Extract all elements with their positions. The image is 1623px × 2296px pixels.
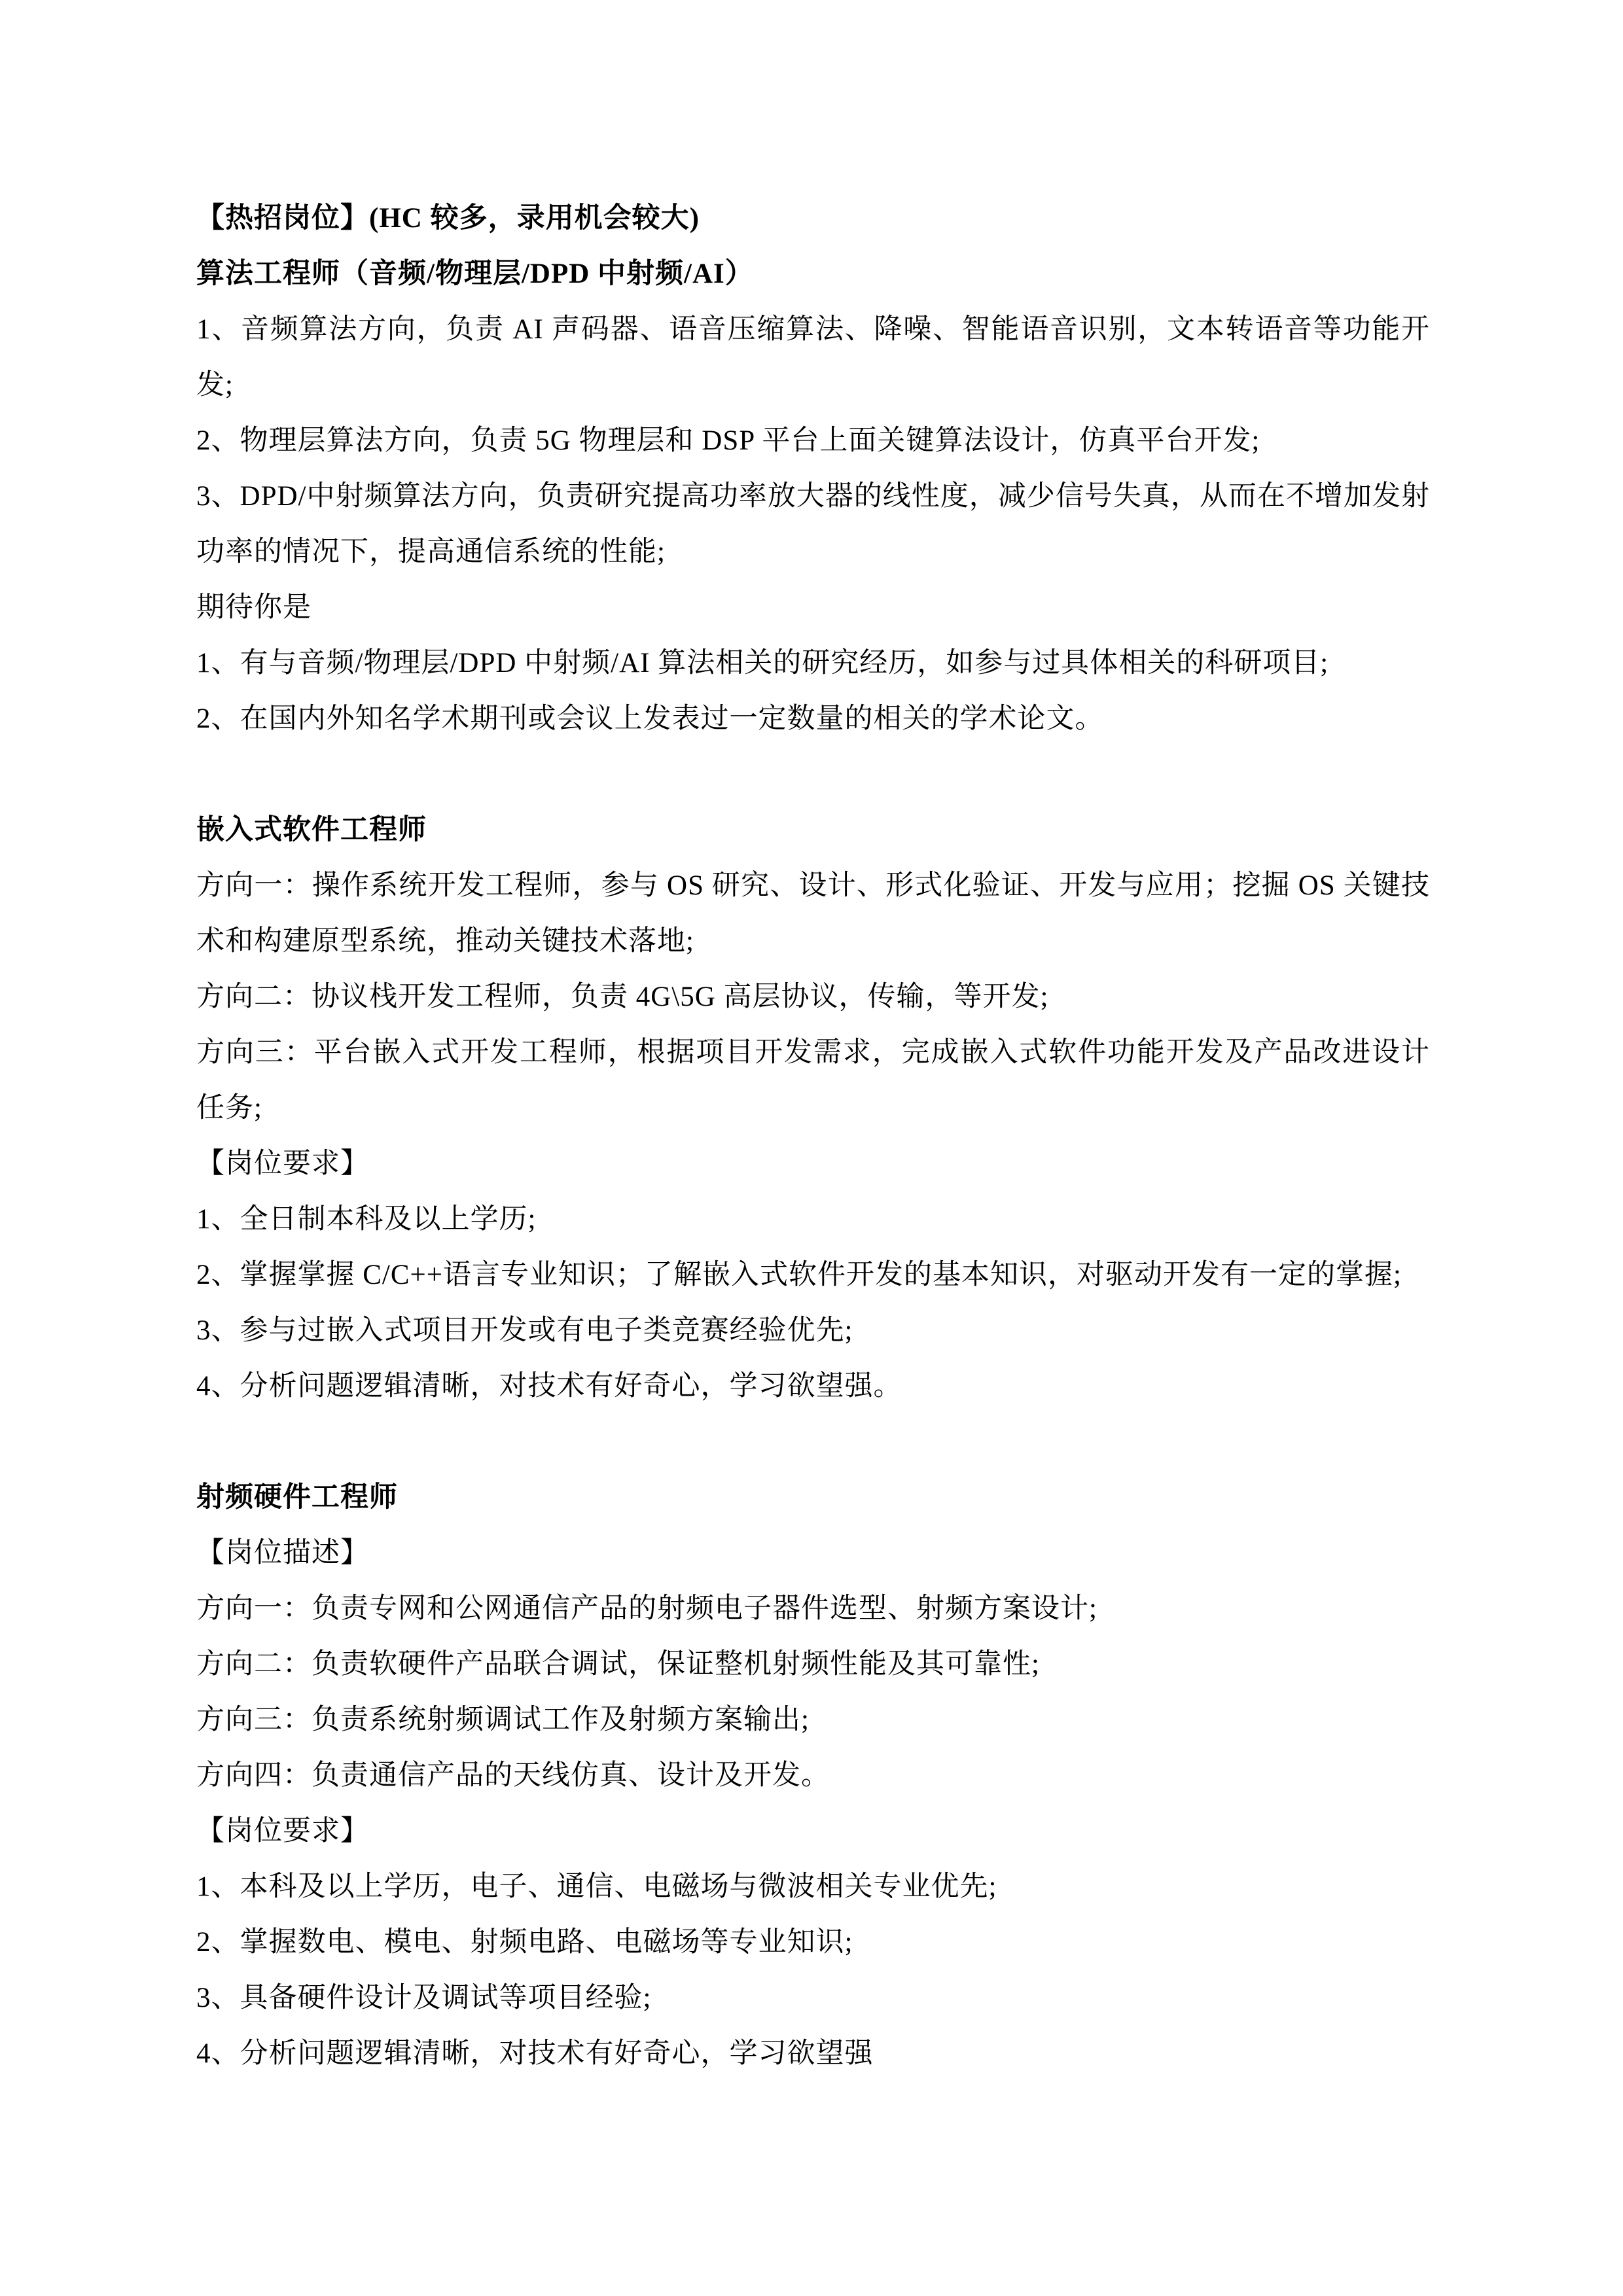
section-hot-positions-algorithm-engineer xyxy=(196,190,1430,747)
paragraph: 【岗位描述】 xyxy=(196,1538,369,1568)
section-heading: 射频硬件工程师 xyxy=(196,1482,398,1513)
paragraph: 3、具备硬件设计及调试等项目经验; xyxy=(196,1983,652,2013)
paragraph: 2、掌握数电、模电、射频电路、电磁场等专业知识; xyxy=(196,1927,853,1958)
paragraph: 4、分析问题逻辑清晰，对技术有好奇心，学习欲望强 xyxy=(196,2038,874,2069)
section-embedded-software-engineer xyxy=(196,802,1430,1414)
paragraph: 1、有与音频/物理层/DPD 中射频/AI 算法相关的研究经历，如参与过具体相关的科研项目; xyxy=(196,648,1329,679)
paragraph: 方向一：操作系统开发工程师，参与 OS 研究、设计、形式化验证、开发与应用；挖掘 OS 关键技术和构建原型系统，推动关键技术落地; xyxy=(196,870,1430,957)
paragraph: 3、参与过嵌入式项目开发或有电子类竞赛经验优先; xyxy=(196,1315,853,1346)
paragraph: 4、分析问题逻辑清晰，对技术有好奇心，学习欲望强。 xyxy=(196,1371,902,1402)
section-heading: 【热招岗位】(HC 较多，录用机会较大) xyxy=(196,203,700,234)
paragraph: 方向三：负责系统射频调试工作及射频方案输出; xyxy=(196,1704,810,1735)
paragraph: 【岗位要求】 xyxy=(196,1148,369,1179)
paragraph: 方向二：负责软硬件产品联合调试，保证整机射频性能及其可靠性; xyxy=(196,1649,1040,1680)
paragraph: 2、在国内外知名学术期刊或会议上发表过一定数量的相关的学术论文。 xyxy=(196,703,1104,734)
paragraph: 方向四：负责通信产品的天线仿真、设计及开发。 xyxy=(196,1760,830,1791)
paragraph: 方向二：协议栈开发工程师，负责 4G\5G 高层协议，传输，等开发; xyxy=(196,981,1049,1012)
section-rf-hardware-engineer xyxy=(196,1470,1430,2081)
paragraph: 1、本科及以上学历，电子、通信、电磁场与微波相关专业优先; xyxy=(196,1871,997,1902)
paragraph: 1、全日制本科及以上学历; xyxy=(196,1204,537,1235)
paragraph: 3、DPD/中射频算法方向，负责研究提高功率放大器的线性度，减少信号失真，从而在不增加发射功率的情况下，提高通信系统的性能; xyxy=(196,481,1430,567)
paragraph: 2、物理层算法方向，负责 5G 物理层和 DSP 平台上面关键算法设计，仿真平台开发; xyxy=(196,425,1260,456)
paragraph: 1、音频算法方向，负责 AI 声码器、语音压缩算法、降噪、智能语音识别，文本转语音等功能开发; xyxy=(196,314,1430,400)
paragraph: 【岗位要求】 xyxy=(196,1816,369,1846)
section-heading: 算法工程师（音频/物理层/DPD 中射频/AI） xyxy=(196,258,754,289)
paragraph: 方向三：平台嵌入式开发工程师，根据项目开发需求，完成嵌入式软件功能开发及产品改进设计任务; xyxy=(196,1037,1430,1123)
job-posting-content xyxy=(196,190,1430,2081)
paragraph: 期待你是 xyxy=(196,592,312,623)
paragraph: 2、掌握掌握 C/C++语言专业知识；了解嵌入式软件开发的基本知识，对驱动开发有一定的掌握; xyxy=(196,1260,1402,1290)
section-heading: 嵌入式软件工程师 xyxy=(196,815,427,845)
paragraph: 方向一：负责专网和公网通信产品的射频电子器件选型、射频方案设计; xyxy=(196,1593,1097,1624)
